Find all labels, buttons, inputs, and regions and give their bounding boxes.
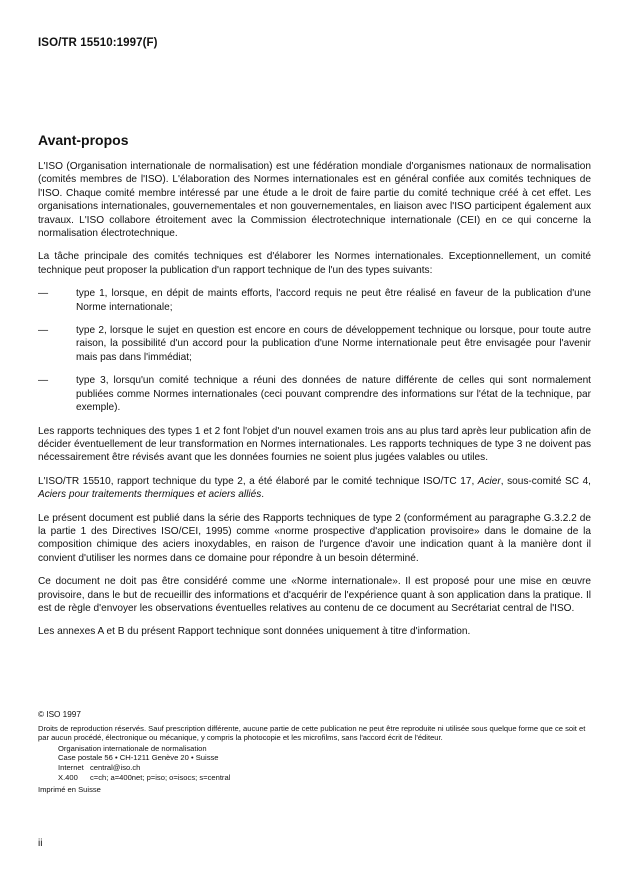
publisher-name: Organisation internationale de normalisation [58, 743, 207, 753]
x400-address: c=ch; a=400net; p=iso; o=isocs; s=central [90, 772, 231, 782]
preparation-prefix: L'ISO/TR 15510, rapport technique du type 2, a été élaboré par le comité technique ISO/TC 17, [38, 475, 478, 487]
printed-in: Imprimé en Suisse [38, 785, 101, 795]
list-item [38, 287, 591, 314]
paragraph-provisional: Ce document ne doit pas être considéré comme une «Norme internationale». Il est proposé pour une mise en œuvre provisoire, dans le but de recueillir des informations et d'acquérir de l'expérience quant à son application dans la pratique. Il est de règle d'envoyer les observations éventuelles relatives au contenu de ce document au Secrétariat central de l'ISO. [38, 576, 591, 614]
reproduction-notice: Droits de reproduction réservés. Sauf prescription différente, aucune partie de cette publication ne peut être reproduite ni utilisée sous quelque forme que ce soit et par aucun procédé, électronique ou mécanique, y compris la photocopie et les microfilms, sans l'accord écrit de l'éditeur. [38, 723, 586, 743]
list-dash: — [38, 288, 49, 300]
list-item [38, 324, 591, 364]
list-item [38, 374, 591, 414]
internet-label: Internet [58, 762, 84, 772]
postal-address: Case postale 56 • CH-1211 Genève 20 • Suisse [58, 753, 219, 763]
committee-title: Acier [477, 475, 501, 487]
internet-address: central@iso.ch [90, 762, 141, 772]
list-dash: — [38, 325, 49, 337]
foreword-body [38, 160, 591, 649]
preparation-suffix: . [261, 489, 265, 501]
list-item-text: type 3, lorsqu'un comité technique a réuni des données de nature différente de celles qui sont normalement publiées comme Normes internationales (ceci pouvant comprendre des informations sur l'état de la technique, par exemple). [76, 375, 591, 414]
page-number: ii [38, 838, 43, 849]
paragraph-review: Les rapports techniques des types 1 et 2 font l'objet d'un nouvel examen trois ans au plus tard après leur publication afin de décider éventuellement de leur transformation en Normes internationales. Les rapports techniques de type 3 ne doivent pas nécessairement être révisés avant que les données fournies ne soient plus jugées valables ou utiles. [38, 425, 591, 464]
copyright-footer [38, 710, 598, 795]
x400-label: X.400 [58, 772, 78, 782]
preparation-middle: , sous-comité SC 4, [500, 475, 591, 487]
paragraph-technical-committees: La tâche principale des comités techniques est d'élaborer les Normes internationales. Exceptionnellement, un comité technique peut proposer la publication d'un rapport technique de l'un des types suivants: [38, 251, 591, 276]
list-item-text: type 1, lorsque, en dépit de maints efforts, l'accord requis ne peut être réalisé en faveur de la publication d'une Norme internationale; [76, 288, 591, 313]
report-types-list [38, 287, 591, 414]
list-item-text: type 2, lorsque le sujet en question est encore en cours de développement technique ou lorsque, pour toute autre raison, la possibilité d'un accord pour la publication d'une Norme internationale peut être envisagée pour l'avenir mais pas dans l'immédiat; [76, 325, 591, 363]
internet-row [58, 763, 598, 773]
paragraph-preparation [38, 475, 591, 502]
section-heading: Avant-propos [38, 132, 129, 148]
copyright-line: © ISO 1997 [38, 710, 81, 719]
list-dash: — [38, 375, 49, 387]
paragraph-annexes: Les annexes A et B du présent Rapport technique sont données uniquement à titre d'information. [38, 626, 471, 638]
publisher-address-block [38, 744, 598, 782]
paragraph-iso-intro: L'ISO (Organisation internationale de normalisation) est une fédération mondiale d'organismes nationaux de normalisation (comités membres de l'ISO). L'élaboration des Normes internationales est en général confiée aux comités techniques de l'ISO. Chaque comité membre intéressé par une étude a le droit de faire partie du comité technique créé à cet effet. Les organisations internationales, gouvernementales et non gouvernementales, en liaison avec l'ISO participent également aux travaux. L'ISO collabore étroitement avec la Commission électrotechnique internationale (CEI) en ce qui concerne la normalisation électrotechnique. [38, 161, 591, 240]
x400-row [58, 773, 598, 783]
document-id-header: ISO/TR 15510:1997(F) [38, 37, 158, 49]
paragraph-publication: Le présent document est publié dans la série des Rapports techniques de type 2 (conformément au paragraphe G.3.2.2 de la partie 1 des Directives ISO/CEI, 1995) comme «norme prospective d'application provisoire» dans le domaine de la composition chimique des aciers inoxydables, en raison de l'urgence d'avoir une indication quant à la manière dont il convient d'utiliser les normes dans ce domaine pour répondre à un besoin déterminé. [38, 512, 591, 564]
subcommittee-title: Aciers pour traitements thermiques et aciers alliés [38, 489, 262, 501]
